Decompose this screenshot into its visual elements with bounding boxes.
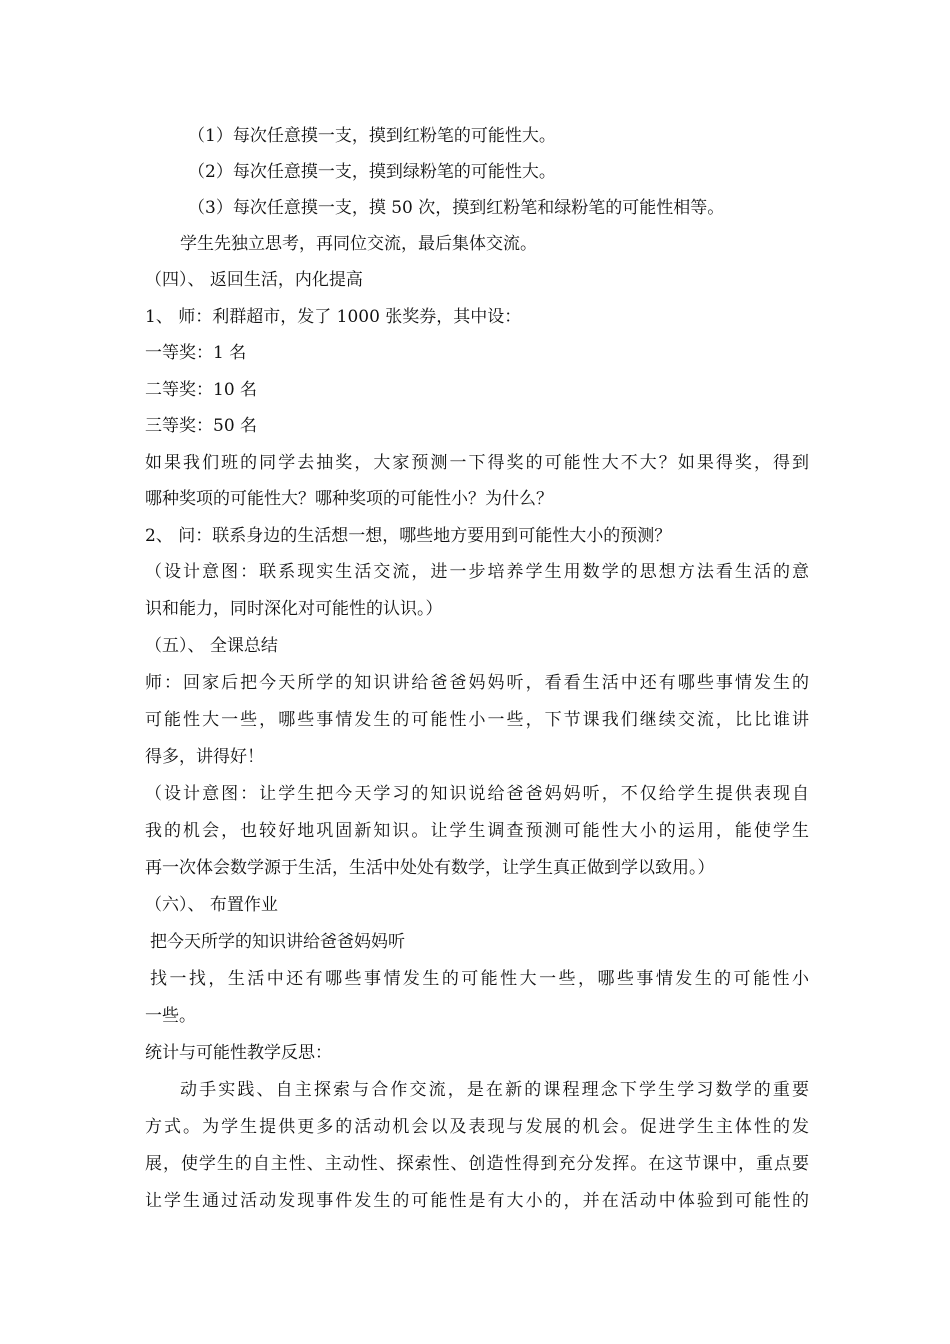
text-line: 得多，讲得好！	[145, 747, 264, 767]
text-line: （设计意图：联系现实生活交流，进一步培养学生用数学的思想方法看生活的意	[145, 562, 809, 582]
section-heading: 统计与可能性教学反思：	[145, 1043, 332, 1063]
section-heading: （五）、 全课总结	[145, 636, 278, 656]
text-line: 1、 师：利群超市，发了 1000 张奖券，其中设：	[145, 307, 522, 327]
text-line: 动手实践、自主探索与合作交流，是在新的课程理念下学生学习数学的重要	[180, 1080, 809, 1100]
text-line: （设计意图：让学生把今天学习的知识说给爸爸妈妈听，不仅给学生提供表现自	[145, 784, 809, 804]
text-line: 识和能力，同时深化对可能性的认识。）	[145, 599, 443, 619]
text-line: 二等奖：10 名	[145, 380, 258, 400]
text-line: （1）每次任意摸一支，摸到红粉笔的可能性大。	[188, 126, 556, 146]
text-line: 如果我们班的同学去抽奖，大家预测一下得奖的可能性大不大？如果得奖，得到	[145, 453, 809, 473]
text-line: 哪种奖项的可能性大？哪种奖项的可能性小？为什么？	[145, 489, 553, 509]
text-line: 一些。	[145, 1006, 196, 1026]
text-line: 让学生通过活动发现事件发生的可能性是有大小的，并在活动中体验到可能性的	[145, 1191, 809, 1211]
text-line: 找一找，生活中还有哪些事情发生的可能性大一些，哪些事情发生的可能性小	[150, 969, 809, 989]
text-line: 方式。为学生提供更多的活动机会以及表现与发展的机会。促进学生主体性的发	[145, 1117, 809, 1137]
text-line: 可能性大一些，哪些事情发生的可能性小一些，下节课我们继续交流，比比谁讲	[145, 710, 809, 730]
text-line: 学生先独立思考，再同位交流，最后集体交流。	[180, 234, 537, 254]
text-line: 再一次体会数学源于生活，生活中处处有数学，让学生真正做到学以致用。）	[145, 858, 715, 878]
text-line: （3）每次任意摸一支，摸 50 次，摸到红粉笔和绿粉笔的可能性相等。	[188, 198, 725, 218]
text-line: （2）每次任意摸一支，摸到绿粉笔的可能性大。	[188, 162, 556, 182]
text-line: 三等奖：50 名	[145, 416, 258, 436]
text-line: 展，使学生的自主性、主动性、探索性、创造性得到充分发挥。在这节课中，重点要	[145, 1154, 809, 1174]
text-line: 我的机会，也较好地巩固新知识。让学生调查预测可能性大小的运用，能使学生	[145, 821, 809, 841]
section-heading: （六）、 布置作业	[145, 895, 278, 915]
text-line: 师：回家后把今天所学的知识讲给爸爸妈妈听，看看生活中还有哪些事情发生的	[145, 673, 809, 693]
section-heading: （四）、 返回生活，内化提高	[145, 270, 363, 290]
text-line: 把今天所学的知识讲给爸爸妈妈听	[150, 932, 405, 952]
text-line: 一等奖：1 名	[145, 343, 247, 363]
text-line: 2、 问：联系身边的生活想一想，哪些地方要用到可能性大小的预测？	[145, 526, 672, 546]
